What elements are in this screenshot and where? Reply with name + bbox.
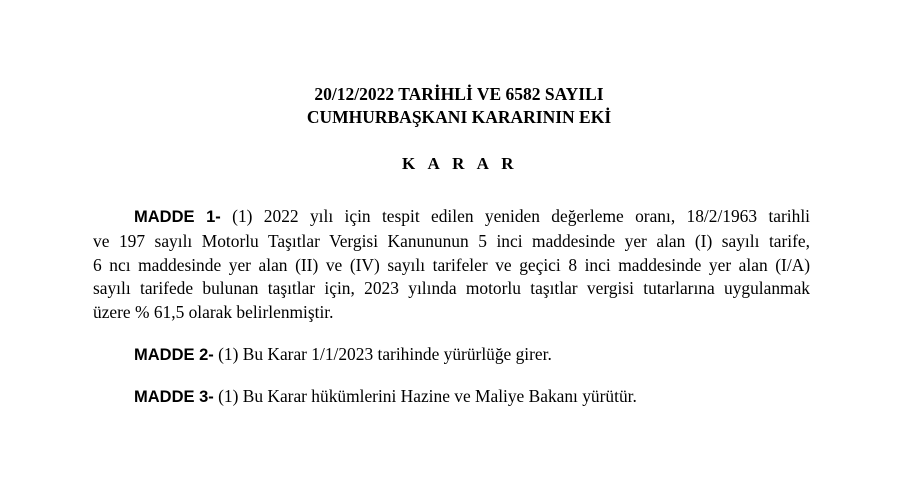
- article-1-line-4: sayılı tarifede bulunan taşıtlar için, 2023 yılında motorlu taşıtlar vergisi tutarlarına uygulanmak: [93, 278, 810, 299]
- article-3: [93, 385, 810, 410]
- article-1-line-1: [93, 205, 810, 230]
- article-3-label: MADDE 3-: [134, 388, 214, 406]
- article-1-line-3: 6 ncı maddesinde yer alan (II) ve (IV) sayılı tarifeler ve geçici 8 inci maddesinde yer alan (I/A): [93, 254, 810, 275]
- article-2-line-1: [93, 343, 810, 368]
- decision-heading-text: K A R A R: [401, 154, 519, 173]
- document-title-line-1: 20/12/2022 TARİHLİ VE 6582 SAYILI: [314, 84, 604, 104]
- article-1-line-5: üzere % 61,5 olarak belirlenmiştir.: [93, 302, 334, 323]
- article-3-line-1-text: (1) Bu Karar hükümlerini Hazine ve Maliye Bakanı yürütür.: [213, 386, 637, 406]
- document-title-line-2: CUMHURBAŞKANI KARARININ EKİ: [306, 107, 612, 127]
- article-1-label: MADDE 1-: [134, 208, 221, 226]
- article-1: [93, 205, 810, 325]
- article-2-label: MADDE 2-: [134, 346, 214, 364]
- decision-heading: [0, 153, 900, 175]
- article-2: [93, 343, 810, 368]
- article-3-line-1: [93, 385, 810, 410]
- article-1-line-2: ve 197 sayılı Motorlu Taşıtlar Vergisi Kanununun 5 inci maddesinde yer alan (I) sayılı tarife,: [93, 230, 810, 251]
- article-1-line-1-text: (1) 2022 yılı için tespit edilen yeniden değerleme oranı, 18/2/1963 tarihli: [220, 206, 810, 226]
- article-2-line-1-text: (1) Bu Karar 1/1/2023 tarihinde yürürlüğe girer.: [213, 344, 552, 364]
